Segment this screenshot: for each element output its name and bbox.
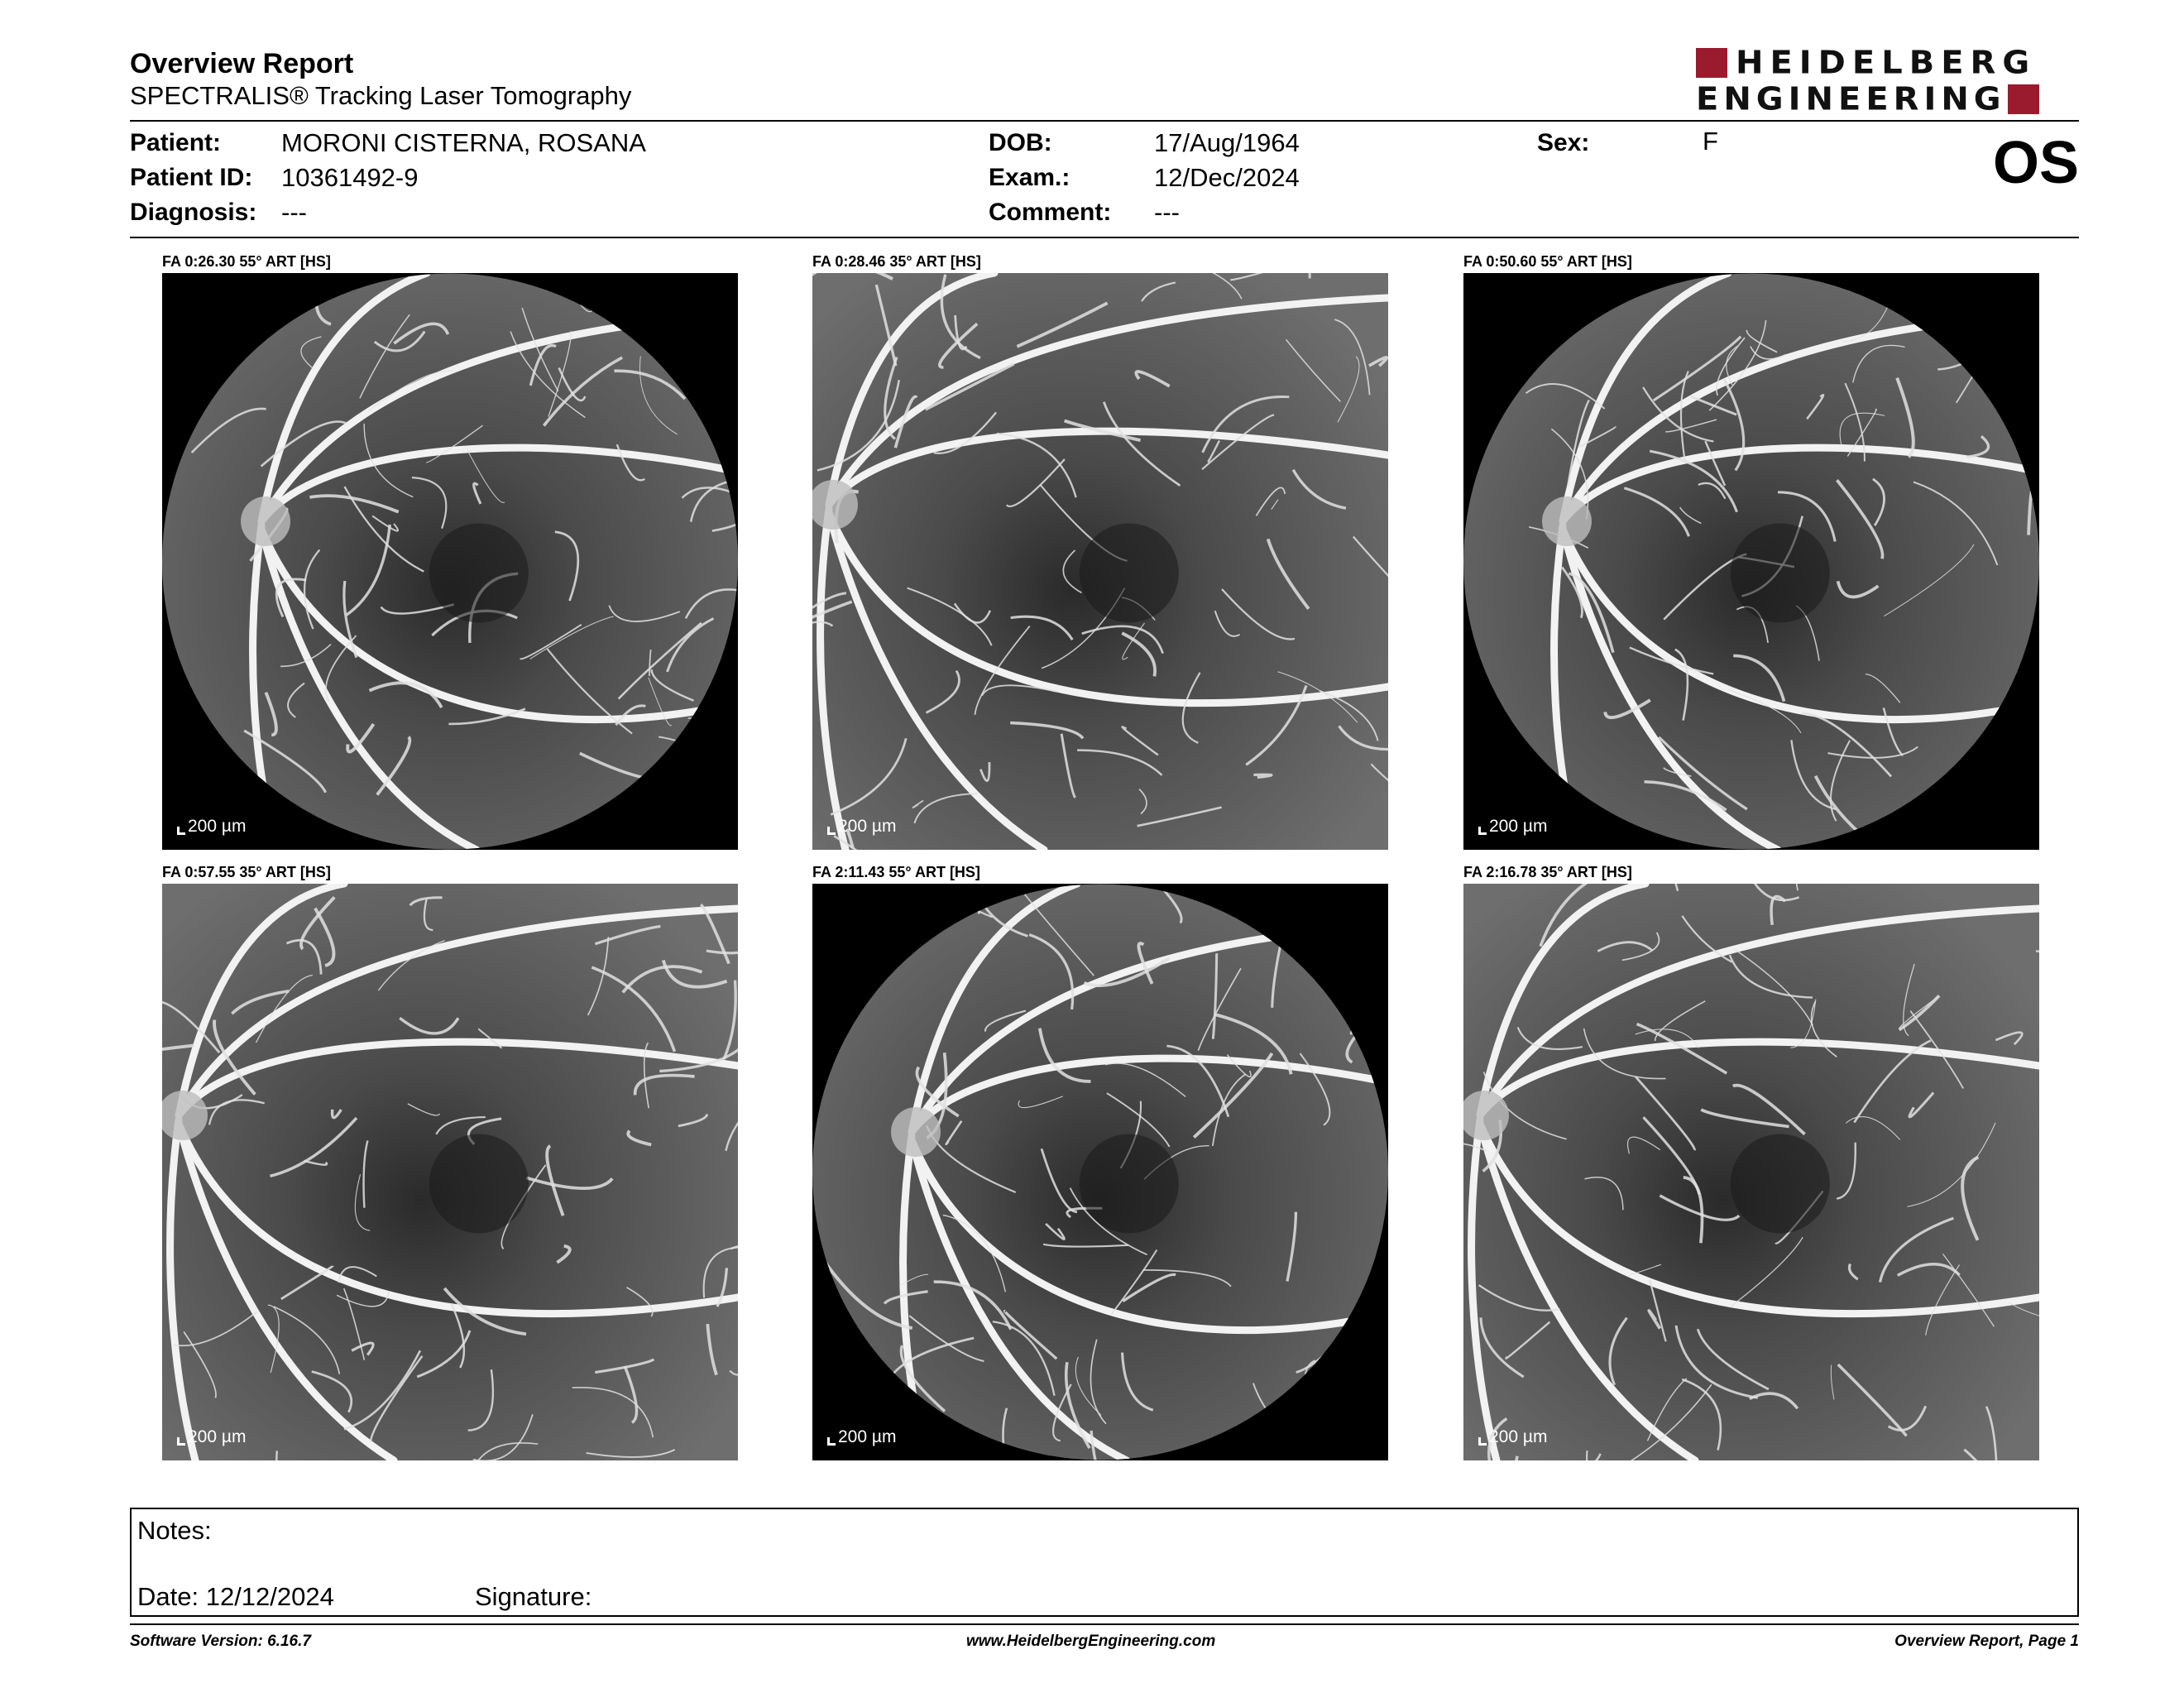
image-label-4: FA 0:57.55 35° ART [HS] — [162, 864, 331, 880]
scale-bar: 200 µm — [827, 817, 896, 837]
dob-value: 17/Aug/1964 — [1154, 128, 1300, 157]
comment-value: --- — [1154, 198, 1180, 227]
logo-square-icon-2 — [2008, 84, 2039, 114]
software-version: Software Version: 6.16.7 — [130, 1633, 311, 1650]
info-divider — [130, 237, 2079, 238]
patient-value: MORONI CISTERNA, ROSANA — [281, 128, 646, 157]
footer-divider — [130, 1623, 2079, 1625]
sex-label: Sex: — [1537, 129, 1590, 156]
scale-bar: 200 µm — [1478, 817, 1547, 837]
fundus-image-6[interactable] — [1463, 884, 2039, 1460]
date-label: Date: 12/12/2024 — [137, 1582, 334, 1611]
notes-label: Notes: — [137, 1516, 212, 1545]
image-label-3: FA 0:50.60 55° ART [HS] — [1463, 253, 1632, 270]
scale-bar: 200 µm — [177, 1427, 246, 1447]
eye-indicator: OS — [1992, 130, 2079, 196]
fundus-image-2[interactable] — [812, 273, 1388, 850]
image-label-2: FA 0:28.46 35° ART [HS] — [812, 253, 981, 270]
report-title: Overview Report — [130, 48, 354, 79]
image-label-5: FA 2:11.43 55° ART [HS] — [812, 864, 980, 880]
logo-square-icon — [1696, 48, 1727, 78]
sex-value: F — [1703, 127, 1718, 156]
fundus-image-4[interactable] — [162, 884, 738, 1460]
diagnosis-label: Diagnosis: — [130, 199, 257, 226]
image-label-1: FA 0:26.30 55° ART [HS] — [162, 253, 331, 270]
heidelberg-logo — [1696, 46, 2078, 117]
website-link[interactable]: www.HeidelbergEngineering.com — [966, 1633, 1216, 1650]
scale-bar: 200 µm — [827, 1427, 896, 1447]
exam-label: Exam.: — [989, 164, 1070, 191]
fundus-image-1[interactable] — [162, 273, 738, 850]
patient-label: Patient: — [130, 129, 222, 156]
fundus-image-5[interactable] — [812, 884, 1388, 1460]
exam-value: 12/Dec/2024 — [1154, 163, 1300, 192]
patient-id-label: Patient ID: — [130, 164, 253, 191]
dob-label: DOB: — [989, 129, 1052, 156]
logo-line-2: ENGINEERING — [1696, 81, 2006, 117]
scale-bar: 200 µm — [1478, 1427, 1547, 1447]
comment-label: Comment: — [989, 199, 1112, 226]
fundus-image-3[interactable] — [1463, 273, 2039, 850]
header-divider — [130, 120, 2079, 122]
patient-id-value: 10361492-9 — [281, 163, 419, 192]
diagnosis-value: --- — [281, 198, 307, 227]
image-label-6: FA 2:16.78 35° ART [HS] — [1463, 864, 1632, 880]
notes-box[interactable] — [130, 1508, 2079, 1617]
signature-label: Signature: — [475, 1582, 592, 1611]
logo-line-1: HEIDELBERG — [1736, 45, 2037, 81]
scale-bar: 200 µm — [177, 817, 246, 837]
report-subtitle: SPECTRALIS® Tracking Laser Tomography — [130, 81, 632, 110]
page-indicator: Overview Report, Page 1 — [1894, 1633, 2079, 1650]
